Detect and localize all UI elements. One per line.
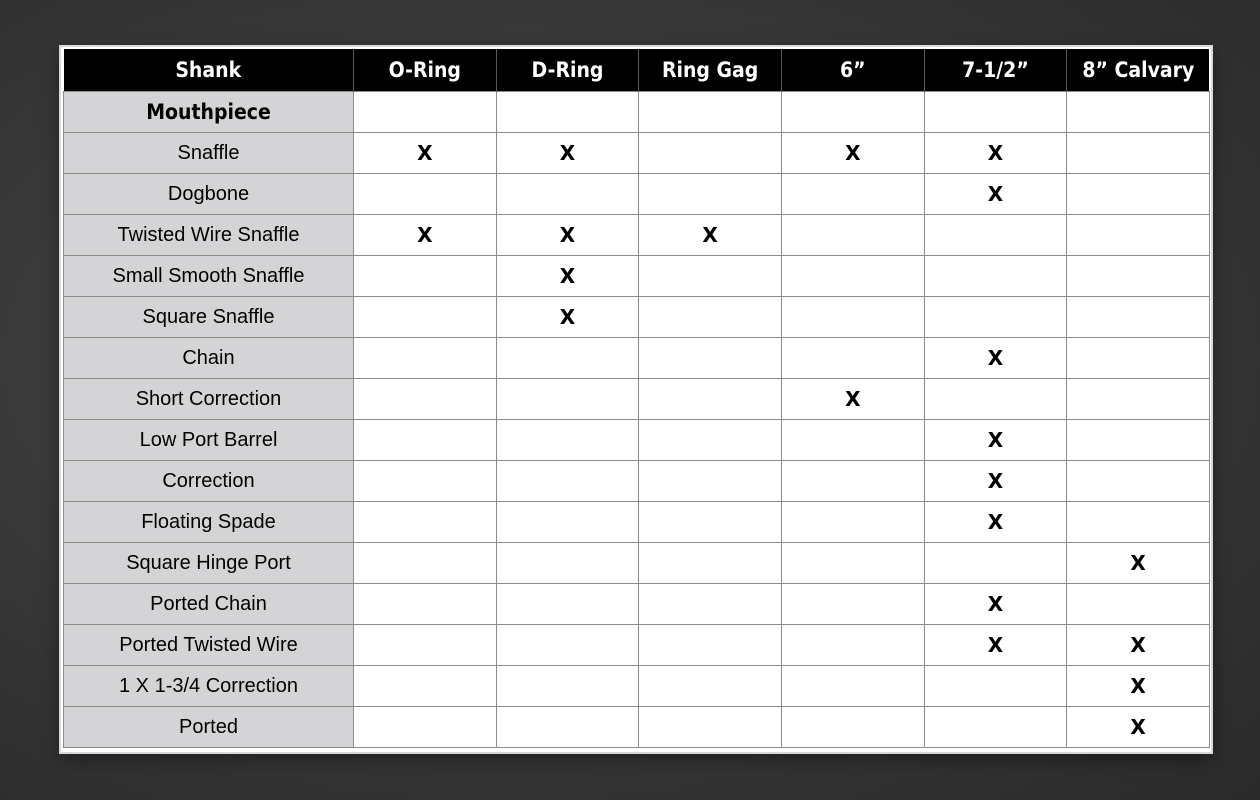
empty-cell <box>781 92 924 133</box>
compat-cell <box>1067 133 1210 174</box>
table-row <box>64 256 1210 297</box>
compat-cell <box>1067 174 1210 215</box>
compat-cell: X <box>924 420 1067 461</box>
section-row <box>64 92 1210 133</box>
compat-cell <box>354 707 497 748</box>
compat-cell <box>639 338 782 379</box>
header-o-ring: O-Ring <box>354 49 497 92</box>
compat-cell <box>639 625 782 666</box>
compat-cell <box>496 584 639 625</box>
row-label: Snaffle <box>64 133 354 174</box>
table-row <box>64 297 1210 338</box>
compat-cell <box>924 297 1067 338</box>
compat-cell <box>496 502 639 543</box>
compat-cell <box>639 707 782 748</box>
table-row <box>64 502 1210 543</box>
empty-cell <box>354 92 497 133</box>
compat-cell <box>354 174 497 215</box>
compat-cell <box>924 379 1067 420</box>
compat-cell <box>1067 215 1210 256</box>
row-label: Ported Twisted Wire <box>64 625 354 666</box>
compat-cell <box>924 215 1067 256</box>
compatibility-table <box>63 49 1210 748</box>
compat-cell <box>639 297 782 338</box>
compat-cell <box>1067 256 1210 297</box>
compat-cell: X <box>639 215 782 256</box>
compat-cell <box>354 625 497 666</box>
row-label: Ported <box>64 707 354 748</box>
empty-cell <box>496 92 639 133</box>
compat-cell <box>354 297 497 338</box>
compat-cell <box>354 420 497 461</box>
table-row <box>64 625 1210 666</box>
compat-cell <box>781 297 924 338</box>
compat-cell: X <box>354 133 497 174</box>
header-8-inch-calvary: 8” Calvary <box>1067 49 1210 92</box>
compat-cell <box>639 133 782 174</box>
header-7-half-inch: 7-1/2” <box>924 49 1067 92</box>
compat-cell: X <box>1067 543 1210 584</box>
compatibility-chart-card <box>61 47 1211 752</box>
row-label: Ported Chain <box>64 584 354 625</box>
compat-cell <box>496 461 639 502</box>
table-row <box>64 584 1210 625</box>
table-row <box>64 420 1210 461</box>
empty-cell <box>1067 92 1210 133</box>
compat-cell: X <box>1067 625 1210 666</box>
compat-cell: X <box>496 256 639 297</box>
compat-cell <box>639 256 782 297</box>
compat-cell <box>354 543 497 584</box>
compat-cell <box>496 666 639 707</box>
empty-cell <box>639 92 782 133</box>
table-row <box>64 543 1210 584</box>
compat-cell <box>639 379 782 420</box>
compat-cell <box>639 584 782 625</box>
compat-cell <box>924 543 1067 584</box>
compat-cell: X <box>1067 666 1210 707</box>
compat-cell <box>639 174 782 215</box>
table-row <box>64 338 1210 379</box>
compat-cell <box>639 543 782 584</box>
header-shank: Shank <box>64 49 354 92</box>
row-label: Dogbone <box>64 174 354 215</box>
compat-cell <box>1067 338 1210 379</box>
compat-cell <box>496 174 639 215</box>
compat-cell <box>354 338 497 379</box>
compat-cell: X <box>924 133 1067 174</box>
compat-cell: X <box>924 174 1067 215</box>
compat-cell <box>639 420 782 461</box>
table-row <box>64 133 1210 174</box>
row-label: Square Hinge Port <box>64 543 354 584</box>
row-label: Square Snaffle <box>64 297 354 338</box>
compat-cell <box>781 584 924 625</box>
compat-cell: X <box>924 625 1067 666</box>
compat-cell <box>1067 297 1210 338</box>
compat-cell <box>496 543 639 584</box>
table-row <box>64 215 1210 256</box>
compat-cell <box>781 666 924 707</box>
compat-cell <box>1067 379 1210 420</box>
compat-cell <box>639 502 782 543</box>
empty-cell <box>924 92 1067 133</box>
header-6-inch: 6” <box>781 49 924 92</box>
compat-cell <box>1067 420 1210 461</box>
row-label: Low Port Barrel <box>64 420 354 461</box>
compat-cell <box>781 625 924 666</box>
compat-cell <box>781 543 924 584</box>
compat-cell <box>781 174 924 215</box>
compat-cell <box>781 338 924 379</box>
compat-cell <box>354 502 497 543</box>
compat-cell <box>354 256 497 297</box>
compat-cell: X <box>924 584 1067 625</box>
compat-cell <box>781 502 924 543</box>
compat-cell <box>1067 461 1210 502</box>
compat-cell <box>496 379 639 420</box>
table-row <box>64 379 1210 420</box>
table-row <box>64 707 1210 748</box>
row-label: 1 X 1-3/4 Correction <box>64 666 354 707</box>
compat-cell <box>496 338 639 379</box>
row-label: Correction <box>64 461 354 502</box>
section-label-mouthpiece: Mouthpiece <box>64 92 354 133</box>
compat-cell <box>924 666 1067 707</box>
compat-cell: X <box>496 133 639 174</box>
compat-cell <box>781 707 924 748</box>
compat-cell: X <box>924 338 1067 379</box>
compat-cell <box>781 420 924 461</box>
compat-cell: X <box>924 502 1067 543</box>
row-label: Twisted Wire Snaffle <box>64 215 354 256</box>
compat-cell <box>639 666 782 707</box>
row-label: Chain <box>64 338 354 379</box>
compat-cell <box>354 666 497 707</box>
table-row <box>64 461 1210 502</box>
compat-cell <box>354 461 497 502</box>
compat-cell: X <box>1067 707 1210 748</box>
compat-cell <box>924 256 1067 297</box>
table-row <box>64 174 1210 215</box>
row-label: Short Correction <box>64 379 354 420</box>
header-d-ring: D-Ring <box>496 49 639 92</box>
compat-cell <box>1067 584 1210 625</box>
table-row <box>64 666 1210 707</box>
compat-cell: X <box>354 215 497 256</box>
compat-cell <box>496 707 639 748</box>
compat-cell <box>781 215 924 256</box>
compat-cell <box>496 420 639 461</box>
compat-cell <box>1067 502 1210 543</box>
compat-cell: X <box>781 133 924 174</box>
compat-cell <box>924 707 1067 748</box>
compat-cell: X <box>496 297 639 338</box>
row-label: Floating Spade <box>64 502 354 543</box>
header-row <box>64 49 1210 92</box>
compat-cell: X <box>781 379 924 420</box>
compat-cell <box>639 461 782 502</box>
compat-cell: X <box>496 215 639 256</box>
header-ring-gag: Ring Gag <box>639 49 782 92</box>
compat-cell <box>354 584 497 625</box>
compat-cell <box>496 625 639 666</box>
row-label: Small Smooth Snaffle <box>64 256 354 297</box>
compat-cell <box>781 256 924 297</box>
compat-cell <box>354 379 497 420</box>
compat-cell: X <box>924 461 1067 502</box>
compat-cell <box>781 461 924 502</box>
